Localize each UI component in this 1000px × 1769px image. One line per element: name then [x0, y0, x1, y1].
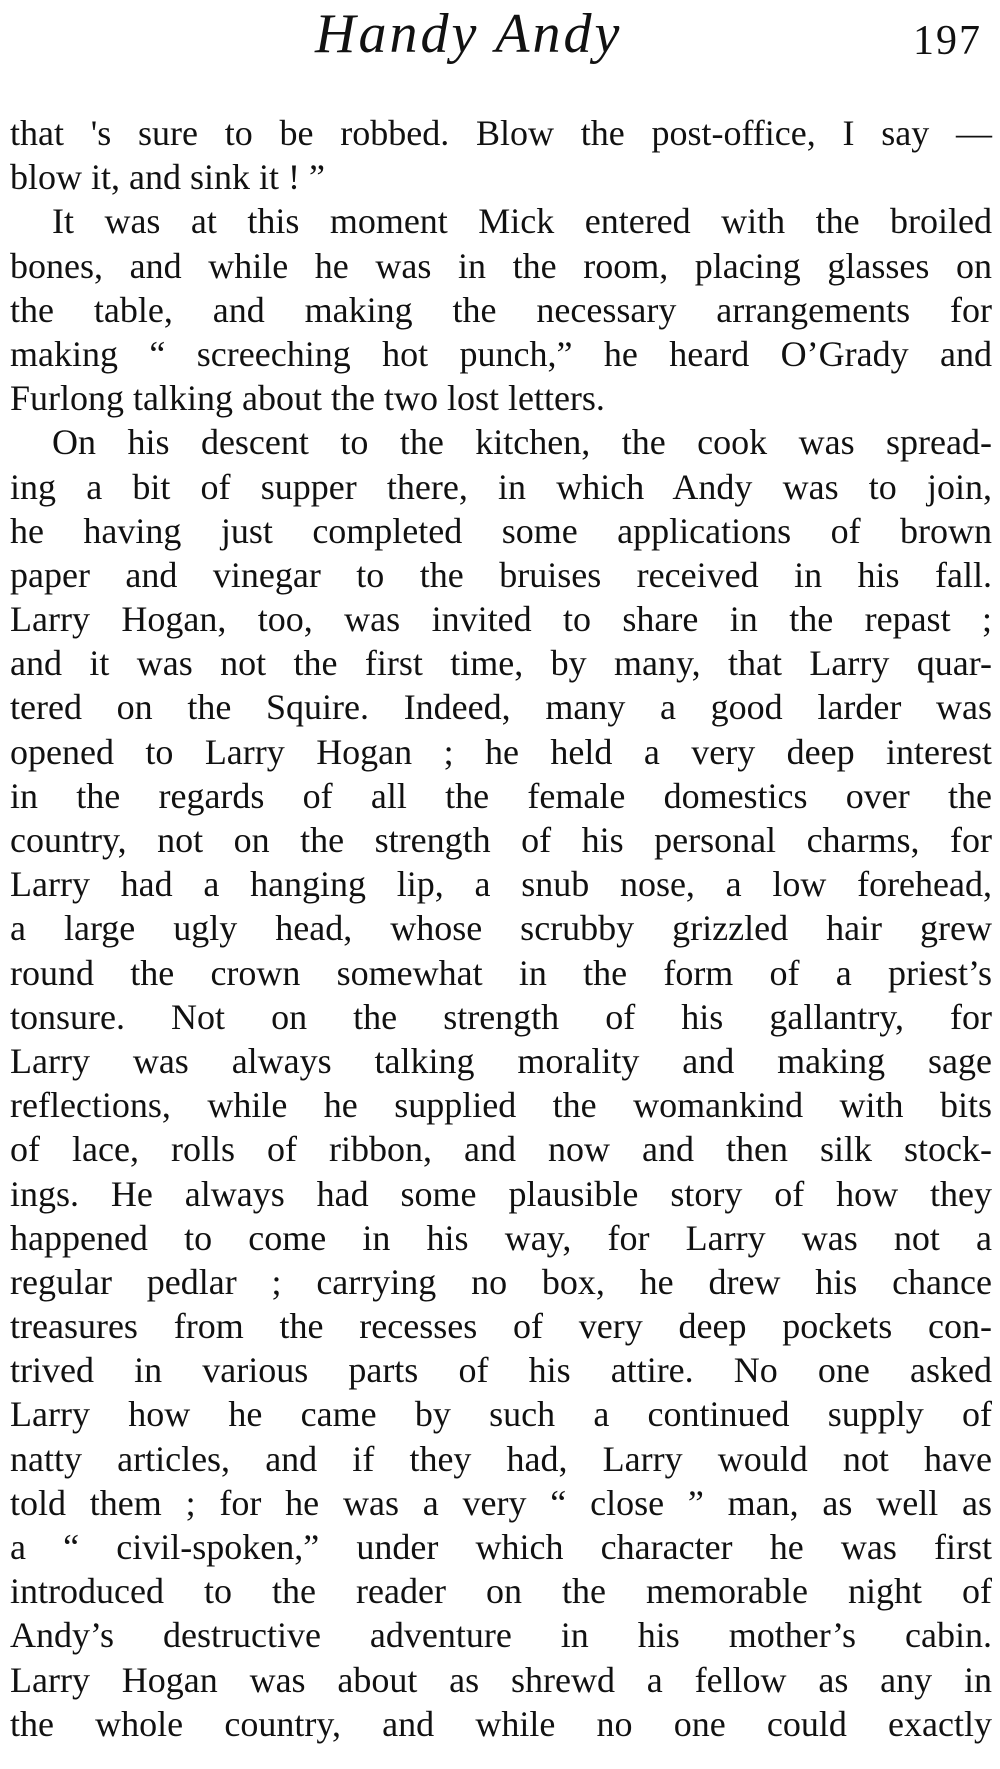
running-head: [10, 0, 992, 100]
text-line: a “ civil-spoken,” under which character he was first: [10, 1527, 992, 1567]
text-line: a large ugly head, whose scrubby grizzled hair grew: [10, 908, 992, 949]
text-line: told them ; for he was a very “ close ” man, as well as: [10, 1482, 992, 1523]
text-line: that 's sure to be robbed. Blow the post-office, I say —: [10, 113, 992, 153]
book-page: [10, 0, 992, 1769]
text-line: of lace, rolls of ribbon, and now and then silk stock-: [10, 1129, 992, 1170]
text-line: Larry Hogan was about as shrewd a fellow as any in: [10, 1659, 992, 1700]
text-line: happened to come in his way, for Larry was not a: [10, 1217, 992, 1258]
text-line: paper and vinegar to the bruises received in his fall.: [10, 554, 992, 595]
text-line: trived in various parts of his attire. No one asked: [10, 1350, 992, 1391]
text-line: the whole country, and while no one could exactly: [10, 1703, 992, 1744]
running-title: Handy Andy: [315, 3, 623, 65]
text-line: reflections, while he supplied the womankind with bits: [10, 1085, 992, 1126]
text-line: making “ screeching hot punch,” he heard O’Grady and: [10, 333, 992, 374]
paragraph: [10, 199, 992, 420]
text-line: natty articles, and if they had, Larry would not have: [10, 1438, 992, 1479]
text-line: bones, and while he was in the room, placing glasses on: [10, 245, 992, 286]
page-number: 197: [913, 18, 982, 64]
text-line: ing a bit of supper there, in which Andy was to join,: [10, 466, 992, 507]
body-text: [10, 111, 992, 1746]
text-line: in the regards of all the female domestics over the: [10, 775, 992, 816]
paragraph: [10, 111, 992, 199]
text-line: Andy’s destructive adventure in his mother’s cabin.: [10, 1615, 992, 1656]
text-line: regular pedlar ; carrying no box, he drew his chance: [10, 1261, 992, 1302]
text-line: country, not on the strength of his personal charms, for: [10, 820, 992, 860]
text-line: tered on the Squire. Indeed, many a good larder was: [10, 687, 992, 728]
text-line: Furlong talking about the two lost letters.: [10, 378, 605, 419]
text-line: Larry had a hanging lip, a snub nose, a low forehead,: [10, 864, 992, 905]
text-line: introduced to the reader on the memorable night of: [10, 1571, 992, 1612]
text-line: treasures from the recesses of very deep pockets con-: [10, 1306, 992, 1347]
text-line: ings. He always had some plausible story of how they: [10, 1173, 992, 1214]
text-line: Larry how he came by such a continued supply of: [10, 1394, 992, 1435]
text-line: It was at this moment Mick entered with the broiled: [52, 201, 992, 242]
text-line: Larry Hogan, too, was invited to share in the repast ;: [10, 599, 992, 640]
text-line: tonsure. Not on the strength of his gallantry, for: [10, 996, 992, 1037]
text-line: round the crown somewhat in the form of a priest’s: [10, 952, 992, 993]
text-line: and it was not the first time, by many, that Larry quar-: [10, 643, 992, 684]
text-line: Larry was always talking morality and making sage: [10, 1040, 992, 1081]
text-line: opened to Larry Hogan ; he held a very deep interest: [10, 731, 992, 772]
text-line: the table, and making the necessary arrangements for: [10, 289, 992, 330]
paragraph: [10, 420, 992, 1746]
text-line: he having just completed some applications of brown: [10, 510, 992, 551]
text-line: On his descent to the kitchen, the cook was spread-: [52, 422, 992, 463]
text-line: blow it, and sink it ! ”: [10, 157, 325, 198]
